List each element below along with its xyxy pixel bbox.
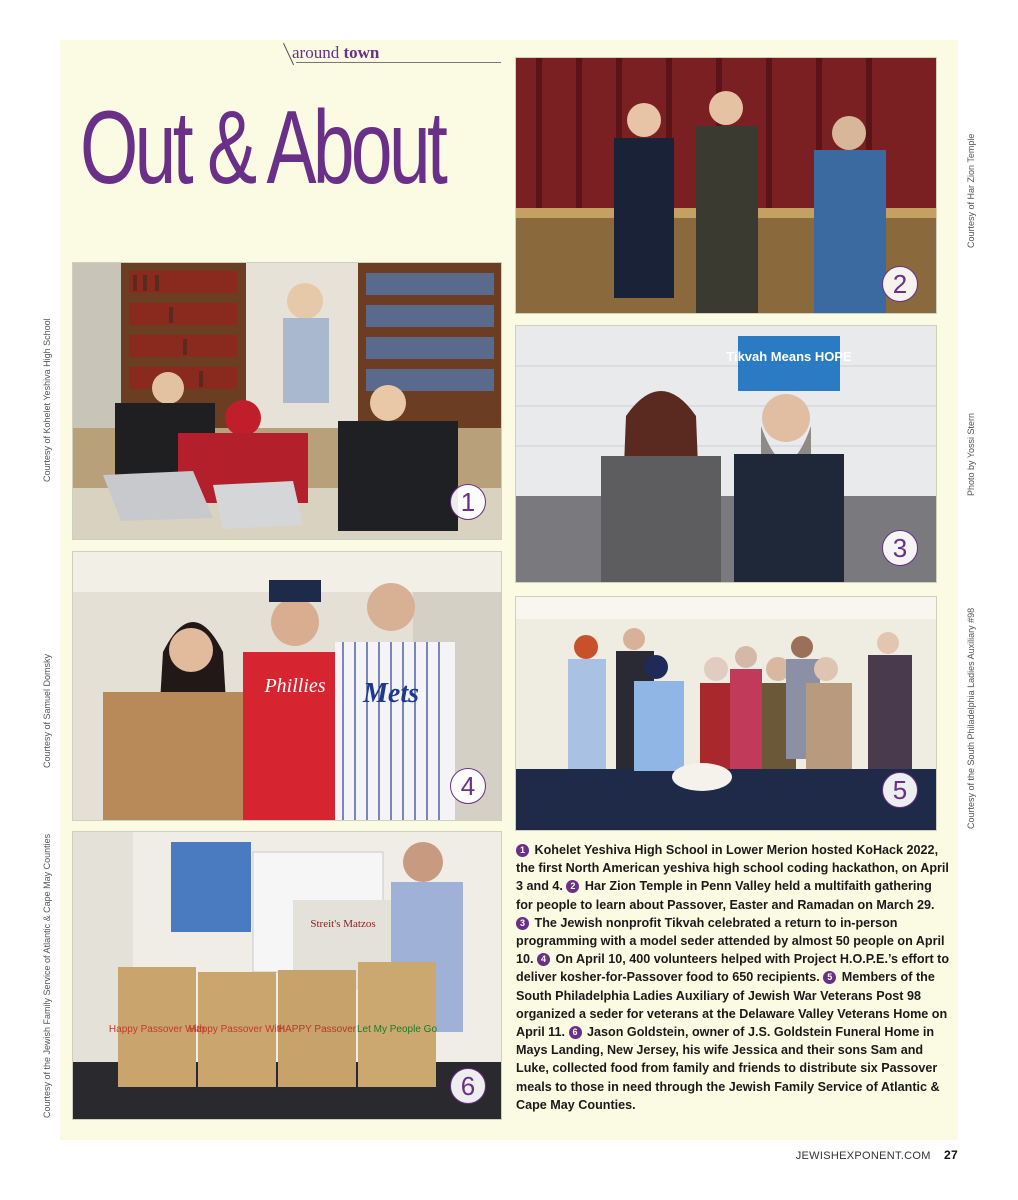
- credit-photo-5: Courtesy of the South Philadelphia Ladies Auxiliary #98: [966, 607, 976, 829]
- bag-3-text: HAPPY Passover: [277, 1024, 357, 1035]
- bag-4-text: Let My People Go: [356, 1024, 438, 1035]
- bag-1-text: Happy Passover With: [108, 1024, 206, 1035]
- caption-text-5: Members of the South Philadelphia Ladies Auxiliary of Jewish War Veterans Post 98 organized a seder for veterans at the Delaware Valley Veterans Home on April 11.: [516, 970, 948, 1040]
- caption-number-4: 4: [537, 953, 550, 966]
- section-rule: [296, 62, 501, 63]
- caption-text-3: The Jewish nonprofit Tikvah celebrated a return to in-person programming with a model seder attended by almost 50 people on April 10.: [516, 915, 945, 967]
- caption-number-2: 2: [566, 880, 579, 893]
- caption-text-6: Jason Goldstein, owner of J.S. Goldstein Funeral Home in Mays Landing, New Jersey, his wife Jessica and their sons Sam and Luke, collected food from family and friends to distribute six Passover meals to those in need through the Jewish Family Service of Atlantic & Cape May Counties.: [516, 1025, 940, 1112]
- credit-photo-1: Courtesy of Kohelet Yeshiva High School: [42, 318, 52, 482]
- photo-1-number-badge: 1: [450, 484, 486, 520]
- credit-photo-6: Courtesy of the Jewish Family Service of Atlantic & Cape May Counties: [42, 833, 52, 1118]
- caption-text-2: Har Zion Temple in Penn Valley held a multifaith gathering for people to learn about Passover, Easter and Ramadan on March 29.: [516, 879, 935, 912]
- section-name: town: [343, 43, 380, 62]
- photo-6: [72, 831, 502, 1120]
- caption-number-5: 5: [823, 971, 836, 984]
- photo-2: [515, 57, 937, 314]
- photo-2-number-badge: 2: [882, 266, 918, 302]
- photo-1: [72, 262, 502, 540]
- photo-5: [515, 596, 937, 831]
- photo-5-number-badge: 5: [882, 772, 918, 808]
- caption-number-1: 1: [516, 844, 529, 857]
- page-number: 27: [944, 1148, 958, 1162]
- bag-2-text: Happy Passover With: [188, 1024, 286, 1035]
- credit-photo-3: Photo by Yossi Stern: [966, 412, 976, 496]
- caption-text-4: On April 10, 400 volunteers helped with Project H.O.P.E.’s effort to deliver kosher-for-Passover food to 650 recipients.: [516, 952, 950, 985]
- footer-site: JEWISHEXPONENT.COM: [795, 1150, 931, 1162]
- photo-3-number-badge: 3: [882, 530, 918, 566]
- photo-6-number-badge: 6: [450, 1068, 486, 1104]
- caption-number-3: 3: [516, 917, 529, 930]
- page-title: Out & About: [80, 90, 445, 206]
- tikvah-sign: Tikvah Means HOPE: [726, 349, 852, 364]
- phillies-jersey-text: Phillies: [264, 675, 326, 697]
- section-prefix: around: [292, 43, 340, 62]
- photo-caption: [516, 841, 952, 1114]
- page-footer: [796, 1148, 958, 1162]
- mets-jersey-text: Mets: [363, 678, 419, 709]
- photo-4-number-badge: 4: [450, 768, 486, 804]
- caption-number-6: 6: [569, 1026, 582, 1039]
- matzos-box-text: Streit's Matzos: [310, 918, 376, 930]
- credit-photo-4: Courtesy of Samuel Domsky: [42, 653, 52, 768]
- section-tag: [292, 43, 379, 63]
- photo-4: [72, 551, 502, 821]
- photo-3: [515, 325, 937, 583]
- credit-photo-2: Courtesy of Har Zion Temple: [966, 133, 976, 248]
- caption-text-1: Kohelet Yeshiva High School in Lower Merion hosted KoHack 2022, the first North American yeshiva high school coding hackathon, on April 3 and 4.: [516, 843, 949, 894]
